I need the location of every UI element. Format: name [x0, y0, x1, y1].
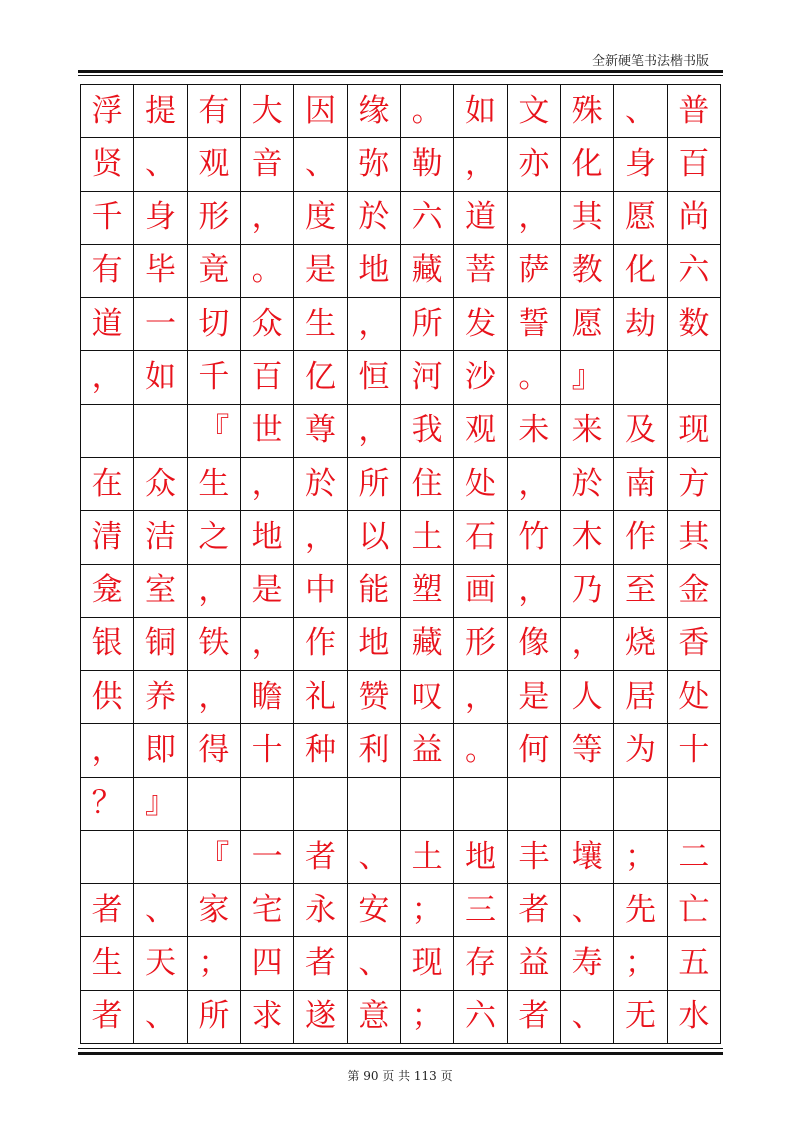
- grid-cell: 无: [614, 991, 667, 1044]
- grid-cell: 誓: [508, 298, 561, 351]
- grid-cell: 其: [561, 192, 614, 245]
- grid-cell: 地: [241, 511, 294, 564]
- grid-cell: 先: [614, 884, 667, 937]
- grid-cell: [188, 778, 241, 831]
- grid-cell: 、: [348, 937, 401, 990]
- grid-cell: 『: [188, 831, 241, 884]
- grid-cell: 音: [241, 138, 294, 191]
- grid-cell: ，: [348, 405, 401, 458]
- grid-cell: [561, 778, 614, 831]
- grid-cell: 像: [508, 618, 561, 671]
- grid-cell: [401, 778, 454, 831]
- grid-cell: 石: [454, 511, 507, 564]
- grid-cell: 是: [508, 671, 561, 724]
- grid-cell: 二: [668, 831, 721, 884]
- grid-cell: 提: [134, 85, 187, 138]
- grid-cell: 遂: [294, 991, 347, 1044]
- grid-cell: 形: [188, 192, 241, 245]
- grid-cell: 。: [508, 351, 561, 404]
- grid-cell: 十: [241, 724, 294, 777]
- grid-cell: 『: [188, 405, 241, 458]
- grid-cell: ，: [188, 671, 241, 724]
- grid-cell: 乃: [561, 565, 614, 618]
- grid-cell: 生: [81, 937, 134, 990]
- grid-cell: 、: [614, 85, 667, 138]
- grid-cell: 壤: [561, 831, 614, 884]
- grid-cell: 能: [348, 565, 401, 618]
- grid-cell: 铜: [134, 618, 187, 671]
- grid-cell: 画: [454, 565, 507, 618]
- grid-cell: 铁: [188, 618, 241, 671]
- footer-rule-thin: [78, 1048, 723, 1049]
- grid-cell: 贤: [81, 138, 134, 191]
- grid-cell: 道: [81, 298, 134, 351]
- grid-cell: 。: [401, 85, 454, 138]
- grid-cell: 烧: [614, 618, 667, 671]
- grid-cell: 亡: [668, 884, 721, 937]
- grid-cell: 地: [348, 245, 401, 298]
- grid-cell: 愿: [561, 298, 614, 351]
- grid-cell: 四: [241, 937, 294, 990]
- grid-cell: 、: [134, 991, 187, 1044]
- grid-cell: 六: [401, 192, 454, 245]
- grid-cell: 清: [81, 511, 134, 564]
- grid-cell: 有: [188, 85, 241, 138]
- grid-cell: 之: [188, 511, 241, 564]
- grid-cell: ，: [241, 458, 294, 511]
- grid-cell: ；: [401, 991, 454, 1044]
- grid-cell: 愿: [614, 192, 667, 245]
- grid-cell: 於: [561, 458, 614, 511]
- grid-cell: 竟: [188, 245, 241, 298]
- grid-cell: 十: [668, 724, 721, 777]
- grid-cell: 我: [401, 405, 454, 458]
- grid-cell: 现: [668, 405, 721, 458]
- grid-cell: 萨: [508, 245, 561, 298]
- grid-cell: [241, 778, 294, 831]
- grid-cell: 尚: [668, 192, 721, 245]
- grid-cell: 居: [614, 671, 667, 724]
- grid-cell: 赞: [348, 671, 401, 724]
- grid-cell: 。: [454, 724, 507, 777]
- grid-cell: 南: [614, 458, 667, 511]
- grid-cell: 益: [401, 724, 454, 777]
- grid-cell: 礼: [294, 671, 347, 724]
- grid-cell: 观: [188, 138, 241, 191]
- grid-cell: 、: [134, 138, 187, 191]
- grid-cell: [134, 831, 187, 884]
- grid-cell: 於: [348, 192, 401, 245]
- grid-cell: 菩: [454, 245, 507, 298]
- grid-cell: 普: [668, 85, 721, 138]
- grid-cell: 其: [668, 511, 721, 564]
- grid-cell: 观: [454, 405, 507, 458]
- grid-cell: 、: [134, 884, 187, 937]
- grid-cell: 尊: [294, 405, 347, 458]
- grid-cell: ，: [561, 618, 614, 671]
- grid-cell: 度: [294, 192, 347, 245]
- grid-cell: 於: [294, 458, 347, 511]
- grid-cell: 益: [508, 937, 561, 990]
- grid-cell: 者: [81, 991, 134, 1044]
- header-rule-thick: [78, 70, 723, 73]
- page-header-title: 全新硬笔书法楷书版: [591, 54, 709, 69]
- grid-cell: 身: [134, 192, 187, 245]
- grid-cell: 千: [188, 351, 241, 404]
- grid-cell: 在: [81, 458, 134, 511]
- grid-cell: 室: [134, 565, 187, 618]
- grid-cell: 弥: [348, 138, 401, 191]
- grid-cell: 如: [454, 85, 507, 138]
- grid-cell: 安: [348, 884, 401, 937]
- grid-cell: 生: [294, 298, 347, 351]
- grid-cell: 一: [241, 831, 294, 884]
- grid-cell: 所: [348, 458, 401, 511]
- grid-cell: 』: [561, 351, 614, 404]
- grid-cell: 存: [454, 937, 507, 990]
- grid-cell: ，: [348, 298, 401, 351]
- grid-cell: 亿: [294, 351, 347, 404]
- grid-cell: 土: [401, 511, 454, 564]
- grid-cell: 及: [614, 405, 667, 458]
- grid-cell: 众: [134, 458, 187, 511]
- grid-cell: ，: [81, 351, 134, 404]
- grid-cell: 河: [401, 351, 454, 404]
- grid-cell: 劫: [614, 298, 667, 351]
- grid-cell: 养: [134, 671, 187, 724]
- grid-cell: 藏: [401, 618, 454, 671]
- grid-cell: 有: [81, 245, 134, 298]
- grid-cell: 藏: [401, 245, 454, 298]
- grid-cell: ，: [508, 458, 561, 511]
- grid-cell: ，: [241, 192, 294, 245]
- grid-cell: 』: [134, 778, 187, 831]
- grid-cell: 百: [668, 138, 721, 191]
- grid-cell: 竹: [508, 511, 561, 564]
- grid-cell: ，: [294, 511, 347, 564]
- grid-cell: ？: [81, 778, 134, 831]
- grid-cell: 三: [454, 884, 507, 937]
- grid-cell: 化: [561, 138, 614, 191]
- grid-cell: 数: [668, 298, 721, 351]
- grid-cell: 浮: [81, 85, 134, 138]
- grid-cell: 如: [134, 351, 187, 404]
- grid-cell: 六: [668, 245, 721, 298]
- grid-cell: ，: [508, 565, 561, 618]
- grid-cell: 沙: [454, 351, 507, 404]
- grid-cell: 人: [561, 671, 614, 724]
- grid-cell: 一: [134, 298, 187, 351]
- grid-cell: 现: [401, 937, 454, 990]
- grid-cell: [508, 778, 561, 831]
- grid-cell: 木: [561, 511, 614, 564]
- grid-cell: 百: [241, 351, 294, 404]
- grid-cell: [668, 351, 721, 404]
- grid-cell: 利: [348, 724, 401, 777]
- grid-cell: 因: [294, 85, 347, 138]
- grid-cell: [614, 778, 667, 831]
- grid-cell: 供: [81, 671, 134, 724]
- grid-cell: 丰: [508, 831, 561, 884]
- grid-cell: ；: [614, 831, 667, 884]
- grid-cell: 。: [241, 245, 294, 298]
- grid-cell: [668, 778, 721, 831]
- grid-cell: ，: [508, 192, 561, 245]
- grid-cell: 来: [561, 405, 614, 458]
- grid-cell: 世: [241, 405, 294, 458]
- grid-cell: ，: [454, 138, 507, 191]
- grid-cell: 化: [614, 245, 667, 298]
- grid-cell: ，: [454, 671, 507, 724]
- grid-cell: 殊: [561, 85, 614, 138]
- grid-cell: 意: [348, 991, 401, 1044]
- grid-cell: ；: [614, 937, 667, 990]
- grid-cell: 得: [188, 724, 241, 777]
- grid-cell: 、: [294, 138, 347, 191]
- grid-cell: ；: [401, 884, 454, 937]
- grid-cell: 永: [294, 884, 347, 937]
- grid-cell: 龛: [81, 565, 134, 618]
- grid-cell: 是: [294, 245, 347, 298]
- header-rule-thin: [78, 75, 723, 76]
- grid-cell: 作: [614, 511, 667, 564]
- grid-cell: 、: [561, 884, 614, 937]
- grid-cell: 水: [668, 991, 721, 1044]
- grid-cell: 地: [348, 618, 401, 671]
- grid-cell: 大: [241, 85, 294, 138]
- grid-cell: 、: [348, 831, 401, 884]
- grid-cell: 道: [454, 192, 507, 245]
- grid-cell: 六: [454, 991, 507, 1044]
- grid-cell: [134, 405, 187, 458]
- grid-cell: 何: [508, 724, 561, 777]
- grid-cell: 中: [294, 565, 347, 618]
- grid-cell: 为: [614, 724, 667, 777]
- grid-cell: 千: [81, 192, 134, 245]
- grid-cell: 土: [401, 831, 454, 884]
- grid-cell: ；: [188, 937, 241, 990]
- grid-cell: 地: [454, 831, 507, 884]
- grid-cell: 者: [81, 884, 134, 937]
- calligraphy-grid: [80, 84, 721, 1044]
- grid-cell: 即: [134, 724, 187, 777]
- grid-cell: 五: [668, 937, 721, 990]
- grid-cell: 身: [614, 138, 667, 191]
- grid-cell: 者: [508, 884, 561, 937]
- grid-cell: 所: [401, 298, 454, 351]
- grid-cell: 银: [81, 618, 134, 671]
- grid-cell: 者: [294, 937, 347, 990]
- grid-cell: 、: [561, 991, 614, 1044]
- grid-cell: [81, 831, 134, 884]
- grid-cell: 金: [668, 565, 721, 618]
- grid-cell: 种: [294, 724, 347, 777]
- grid-cell: 寿: [561, 937, 614, 990]
- grid-cell: [294, 778, 347, 831]
- grid-cell: 叹: [401, 671, 454, 724]
- grid-cell: 者: [294, 831, 347, 884]
- grid-cell: 至: [614, 565, 667, 618]
- grid-cell: 所: [188, 991, 241, 1044]
- grid-cell: 作: [294, 618, 347, 671]
- grid-cell: 宅: [241, 884, 294, 937]
- grid-cell: 形: [454, 618, 507, 671]
- grid-cell: 处: [454, 458, 507, 511]
- grid-cell: ，: [188, 565, 241, 618]
- grid-cell: 塑: [401, 565, 454, 618]
- grid-cell: [614, 351, 667, 404]
- grid-cell: ，: [241, 618, 294, 671]
- grid-cell: 切: [188, 298, 241, 351]
- grid-cell: 洁: [134, 511, 187, 564]
- footer-rule-thick: [78, 1052, 723, 1055]
- grid-cell: 教: [561, 245, 614, 298]
- grid-cell: 毕: [134, 245, 187, 298]
- grid-cell: [454, 778, 507, 831]
- grid-cell: 是: [241, 565, 294, 618]
- grid-cell: 者: [508, 991, 561, 1044]
- grid-cell: 文: [508, 85, 561, 138]
- grid-cell: 天: [134, 937, 187, 990]
- grid-cell: 住: [401, 458, 454, 511]
- grid-cell: 众: [241, 298, 294, 351]
- grid-cell: 发: [454, 298, 507, 351]
- grid-cell: 未: [508, 405, 561, 458]
- grid-cell: 求: [241, 991, 294, 1044]
- grid-cell: 方: [668, 458, 721, 511]
- grid-cell: ，: [81, 724, 134, 777]
- grid-cell: 家: [188, 884, 241, 937]
- grid-cell: 恒: [348, 351, 401, 404]
- grid-cell: 等: [561, 724, 614, 777]
- grid-cell: 缘: [348, 85, 401, 138]
- grid-cell: 处: [668, 671, 721, 724]
- grid-cell: 亦: [508, 138, 561, 191]
- grid-cell: 勒: [401, 138, 454, 191]
- grid-cell: 以: [348, 511, 401, 564]
- grid-cell: [81, 405, 134, 458]
- grid-cell: 瞻: [241, 671, 294, 724]
- grid-cell: 生: [188, 458, 241, 511]
- grid-cell: [348, 778, 401, 831]
- page-number: 第 90 页 共 113 页: [347, 1069, 453, 1083]
- grid-cell: 香: [668, 618, 721, 671]
